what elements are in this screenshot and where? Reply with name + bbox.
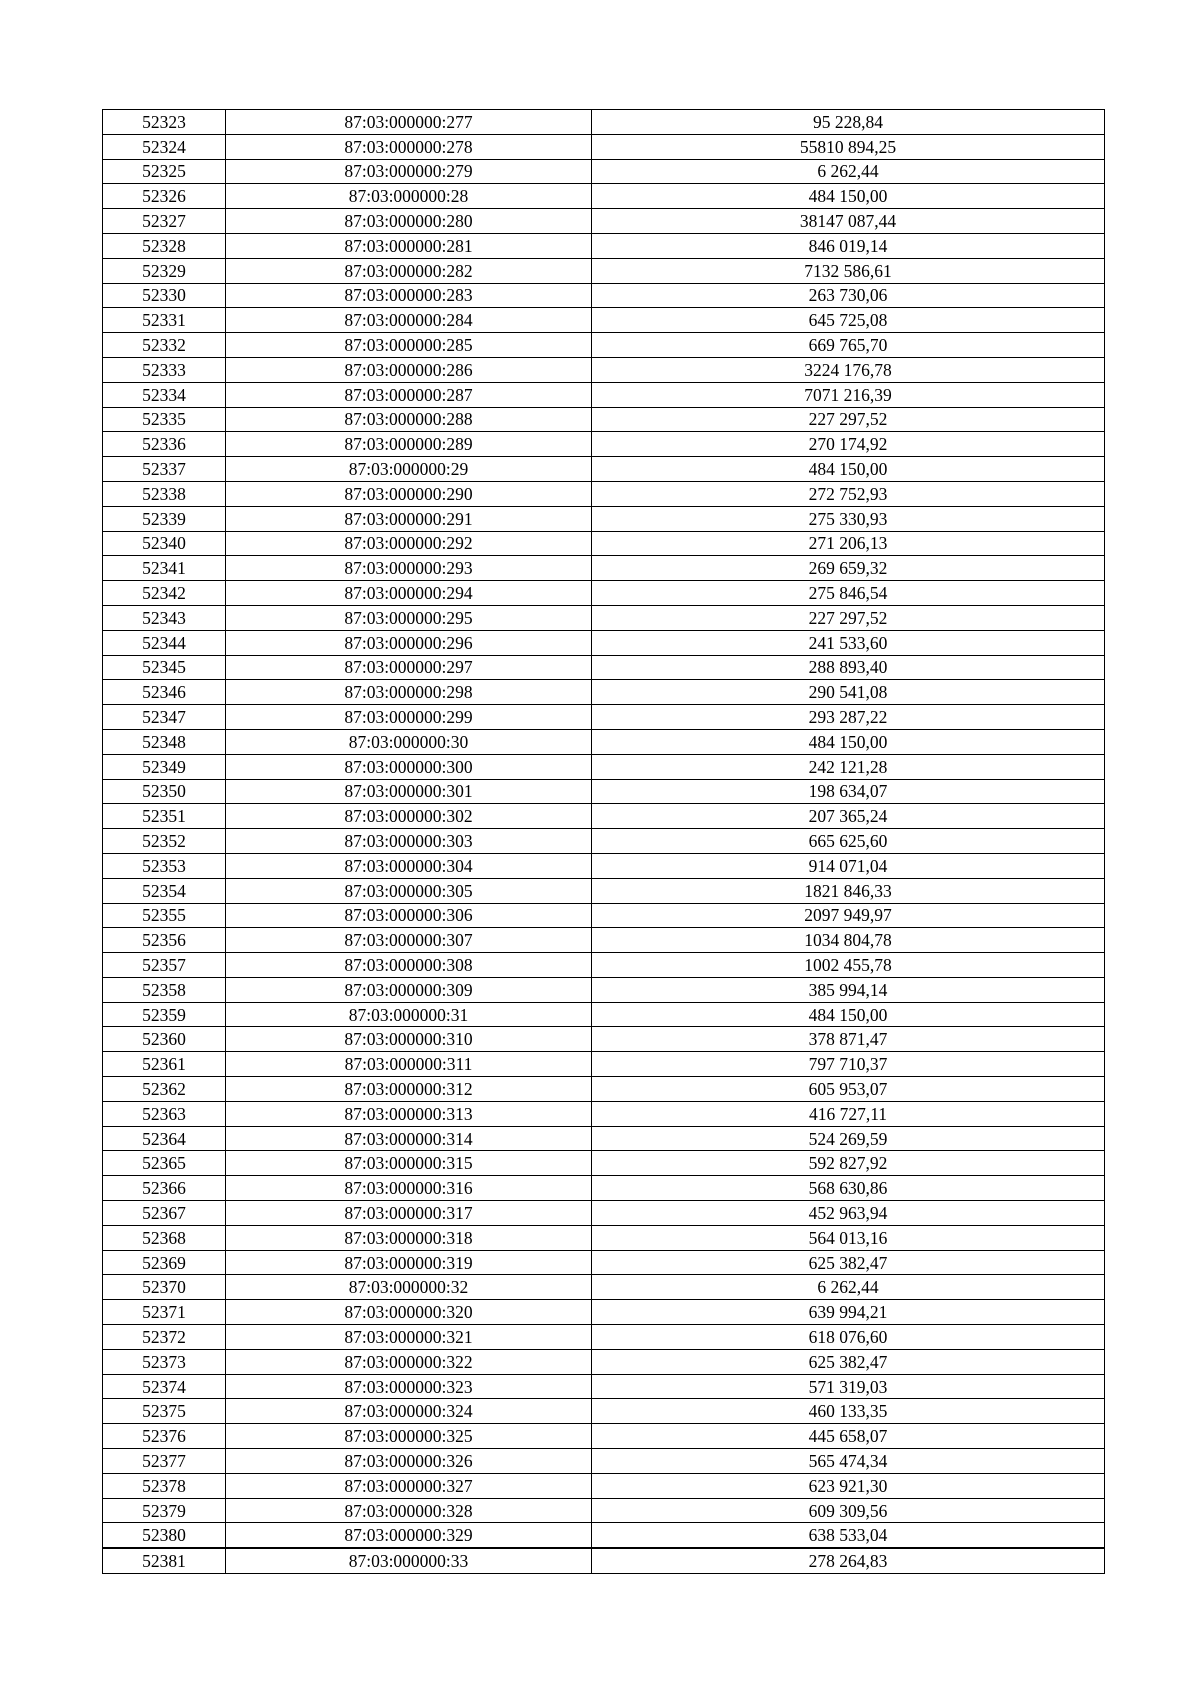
cadastral-value-cell: 7132 586,61 [592,258,1105,283]
table-row [103,1225,1105,1250]
row-number-cell: 52358 [103,977,226,1002]
table-row [103,853,1105,878]
row-number-cell: 52334 [103,382,226,407]
cadastral-value-cell: 3224 176,78 [592,357,1105,382]
row-number-cell: 52375 [103,1399,226,1424]
row-number-cell: 52331 [103,308,226,333]
table-row [103,1300,1105,1325]
cadastral-value-cell: 638 533,04 [592,1523,1105,1548]
cadastral-number-cell: 87:03:000000:32 [226,1275,592,1300]
table-row [103,928,1105,953]
table-row [103,1275,1105,1300]
cadastral-value-cell: 797 710,37 [592,1052,1105,1077]
cadastral-value-cell: 378 871,47 [592,1027,1105,1052]
cadastral-number-cell: 87:03:000000:293 [226,556,592,581]
cadastral-number-cell: 87:03:000000:297 [226,655,592,680]
table-row [103,1473,1105,1498]
row-number-cell: 52381 [103,1548,226,1573]
cadastral-number-cell: 87:03:000000:326 [226,1449,592,1474]
table-row [103,953,1105,978]
cadastral-value-cell: 7071 216,39 [592,382,1105,407]
row-number-cell: 52327 [103,209,226,234]
cadastral-number-cell: 87:03:000000:29 [226,457,592,482]
row-number-cell: 52365 [103,1151,226,1176]
cadastral-number-cell: 87:03:000000:292 [226,531,592,556]
cadastral-value-cell: 55810 894,25 [592,134,1105,159]
cadastral-number-cell: 87:03:000000:310 [226,1027,592,1052]
table-body [103,110,1105,1574]
cadastral-number-cell: 87:03:000000:28 [226,184,592,209]
cadastral-number-cell: 87:03:000000:301 [226,779,592,804]
row-number-cell: 52333 [103,357,226,382]
cadastral-number-cell: 87:03:000000:305 [226,878,592,903]
cadastral-value-cell: 270 174,92 [592,432,1105,457]
row-number-cell: 52329 [103,258,226,283]
table-row [103,829,1105,854]
row-number-cell: 52376 [103,1424,226,1449]
cadastral-value-cell: 269 659,32 [592,556,1105,581]
table-row [103,258,1105,283]
cadastral-value-cell: 263 730,06 [592,283,1105,308]
table-row [103,1052,1105,1077]
cadastral-number-cell: 87:03:000000:299 [226,705,592,730]
cadastral-value-cell: 38147 087,44 [592,209,1105,234]
row-number-cell: 52367 [103,1201,226,1226]
cadastral-number-cell: 87:03:000000:30 [226,729,592,754]
table-row [103,1374,1105,1399]
cadastral-number-cell: 87:03:000000:319 [226,1250,592,1275]
row-number-cell: 52378 [103,1473,226,1498]
cadastral-number-cell: 87:03:000000:277 [226,110,592,135]
cadastral-number-cell: 87:03:000000:302 [226,804,592,829]
cadastral-value-cell: 665 625,60 [592,829,1105,854]
cadastral-value-cell: 275 846,54 [592,581,1105,606]
table-row [103,159,1105,184]
table-row [103,1349,1105,1374]
cadastral-number-cell: 87:03:000000:307 [226,928,592,953]
table-row [103,506,1105,531]
cadastral-number-cell: 87:03:000000:320 [226,1300,592,1325]
cadastral-number-cell: 87:03:000000:329 [226,1523,592,1548]
cadastral-value-cell: 227 297,52 [592,605,1105,630]
cadastral-number-cell: 87:03:000000:286 [226,357,592,382]
cadastral-value-cell: 6 262,44 [592,1275,1105,1300]
cadastral-number-cell: 87:03:000000:309 [226,977,592,1002]
cadastral-number-cell: 87:03:000000:325 [226,1424,592,1449]
cadastral-value-cell: 565 474,34 [592,1449,1105,1474]
row-number-cell: 52366 [103,1176,226,1201]
row-number-cell: 52360 [103,1027,226,1052]
row-number-cell: 52350 [103,779,226,804]
row-number-cell: 52328 [103,233,226,258]
cadastral-value-cell: 609 309,56 [592,1498,1105,1523]
table-row [103,556,1105,581]
row-number-cell: 52335 [103,407,226,432]
cadastral-number-cell: 87:03:000000:324 [226,1399,592,1424]
row-number-cell: 52380 [103,1523,226,1548]
cadastral-number-cell: 87:03:000000:294 [226,581,592,606]
cadastral-value-cell: 639 994,21 [592,1300,1105,1325]
row-number-cell: 52361 [103,1052,226,1077]
table-row [103,581,1105,606]
cadastral-value-cell: 207 365,24 [592,804,1105,829]
table-row [103,1325,1105,1350]
table-row [103,1498,1105,1523]
cadastral-value-cell: 385 994,14 [592,977,1105,1002]
table-row [103,804,1105,829]
cadastral-number-cell: 87:03:000000:317 [226,1201,592,1226]
cadastral-number-cell: 87:03:000000:281 [226,233,592,258]
row-number-cell: 52372 [103,1325,226,1350]
table-row [103,184,1105,209]
table-row [103,1002,1105,1027]
row-number-cell: 52337 [103,457,226,482]
table-row [103,1101,1105,1126]
cadastral-number-cell: 87:03:000000:322 [226,1349,592,1374]
row-number-cell: 52364 [103,1126,226,1151]
cadastral-number-cell: 87:03:000000:282 [226,258,592,283]
cadastral-number-cell: 87:03:000000:316 [226,1176,592,1201]
cadastral-value-cell: 460 133,35 [592,1399,1105,1424]
cadastral-value-cell: 1821 846,33 [592,878,1105,903]
cadastral-value-cell: 623 921,30 [592,1473,1105,1498]
cadastral-value-cell: 914 071,04 [592,853,1105,878]
cadastral-number-cell: 87:03:000000:300 [226,754,592,779]
cadastral-value-cell: 625 382,47 [592,1349,1105,1374]
cadastral-value-cell: 278 264,83 [592,1548,1105,1573]
row-number-cell: 52379 [103,1498,226,1523]
row-number-cell: 52324 [103,134,226,159]
table-row [103,457,1105,482]
row-number-cell: 52352 [103,829,226,854]
table-row [103,531,1105,556]
table-row [103,233,1105,258]
cadastral-value-cell: 1002 455,78 [592,953,1105,978]
cadastral-number-cell: 87:03:000000:296 [226,630,592,655]
row-number-cell: 52373 [103,1349,226,1374]
table-row [103,283,1105,308]
row-number-cell: 52354 [103,878,226,903]
cadastral-value-cell: 271 206,13 [592,531,1105,556]
table-row [103,705,1105,730]
cadastral-value-cell: 524 269,59 [592,1126,1105,1151]
table-row [103,407,1105,432]
cadastral-value-cell: 484 150,00 [592,457,1105,482]
cadastral-number-cell: 87:03:000000:304 [226,853,592,878]
row-number-cell: 52325 [103,159,226,184]
cadastral-value-cell: 275 330,93 [592,506,1105,531]
cadastral-number-cell: 87:03:000000:327 [226,1473,592,1498]
cadastral-number-cell: 87:03:000000:285 [226,333,592,358]
cadastral-number-cell: 87:03:000000:289 [226,432,592,457]
row-number-cell: 52362 [103,1077,226,1102]
row-number-cell: 52323 [103,110,226,135]
cadastral-number-cell: 87:03:000000:283 [226,283,592,308]
cadastral-value-cell: 645 725,08 [592,308,1105,333]
cadastral-number-cell: 87:03:000000:328 [226,1498,592,1523]
cadastral-number-cell: 87:03:000000:321 [226,1325,592,1350]
row-number-cell: 52370 [103,1275,226,1300]
cadastral-value-cell: 452 963,94 [592,1201,1105,1226]
row-number-cell: 52345 [103,655,226,680]
cadastral-value-cell: 95 228,84 [592,110,1105,135]
cadastral-number-cell: 87:03:000000:279 [226,159,592,184]
document-page [102,109,1104,1574]
cadastral-value-cell: 293 287,22 [592,705,1105,730]
cadastral-value-cell: 625 382,47 [592,1250,1105,1275]
row-number-cell: 52342 [103,581,226,606]
cadastral-value-cell: 571 319,03 [592,1374,1105,1399]
table-row [103,680,1105,705]
table-row [103,754,1105,779]
row-number-cell: 52339 [103,506,226,531]
row-number-cell: 52377 [103,1449,226,1474]
table-row [103,308,1105,333]
cadastral-number-cell: 87:03:000000:288 [226,407,592,432]
cadastral-number-cell: 87:03:000000:323 [226,1374,592,1399]
cadastral-value-cell: 272 752,93 [592,481,1105,506]
cadastral-number-cell: 87:03:000000:318 [226,1225,592,1250]
cadastral-value-table [102,109,1105,1574]
cadastral-value-cell: 484 150,00 [592,1002,1105,1027]
row-number-cell: 52371 [103,1300,226,1325]
cadastral-value-cell: 605 953,07 [592,1077,1105,1102]
cadastral-number-cell: 87:03:000000:33 [226,1548,592,1573]
cadastral-number-cell: 87:03:000000:295 [226,605,592,630]
cadastral-number-cell: 87:03:000000:31 [226,1002,592,1027]
table-row [103,1250,1105,1275]
cadastral-number-cell: 87:03:000000:313 [226,1101,592,1126]
cadastral-number-cell: 87:03:000000:287 [226,382,592,407]
cadastral-value-cell: 241 533,60 [592,630,1105,655]
table-row [103,1151,1105,1176]
table-row [103,605,1105,630]
table-row [103,134,1105,159]
table-row [103,977,1105,1002]
table-row [103,1399,1105,1424]
cadastral-number-cell: 87:03:000000:303 [226,829,592,854]
cadastral-value-cell: 568 630,86 [592,1176,1105,1201]
cadastral-number-cell: 87:03:000000:306 [226,903,592,928]
table-row [103,481,1105,506]
table-row [103,333,1105,358]
table-row [103,1449,1105,1474]
cadastral-value-cell: 416 727,11 [592,1101,1105,1126]
row-number-cell: 52353 [103,853,226,878]
cadastral-number-cell: 87:03:000000:280 [226,209,592,234]
row-number-cell: 52344 [103,630,226,655]
row-number-cell: 52341 [103,556,226,581]
table-row [103,357,1105,382]
row-number-cell: 52343 [103,605,226,630]
cadastral-number-cell: 87:03:000000:312 [226,1077,592,1102]
row-number-cell: 52351 [103,804,226,829]
row-number-cell: 52374 [103,1374,226,1399]
cadastral-value-cell: 445 658,07 [592,1424,1105,1449]
cadastral-number-cell: 87:03:000000:311 [226,1052,592,1077]
table-row [103,630,1105,655]
cadastral-number-cell: 87:03:000000:278 [226,134,592,159]
cadastral-value-cell: 592 827,92 [592,1151,1105,1176]
cadastral-value-cell: 2097 949,97 [592,903,1105,928]
row-number-cell: 52340 [103,531,226,556]
table-row [103,878,1105,903]
table-row [103,1176,1105,1201]
cadastral-number-cell: 87:03:000000:315 [226,1151,592,1176]
table-row [103,432,1105,457]
table-row [103,1548,1105,1573]
row-number-cell: 52338 [103,481,226,506]
cadastral-value-cell: 846 019,14 [592,233,1105,258]
cadastral-value-cell: 618 076,60 [592,1325,1105,1350]
table-row [103,729,1105,754]
row-number-cell: 52349 [103,754,226,779]
table-row [103,655,1105,680]
row-number-cell: 52359 [103,1002,226,1027]
row-number-cell: 52356 [103,928,226,953]
row-number-cell: 52347 [103,705,226,730]
table-row [103,209,1105,234]
cadastral-value-cell: 288 893,40 [592,655,1105,680]
cadastral-value-cell: 484 150,00 [592,729,1105,754]
cadastral-number-cell: 87:03:000000:314 [226,1126,592,1151]
row-number-cell: 52363 [103,1101,226,1126]
cadastral-value-cell: 198 634,07 [592,779,1105,804]
cadastral-number-cell: 87:03:000000:284 [226,308,592,333]
row-number-cell: 52326 [103,184,226,209]
table-row [103,382,1105,407]
cadastral-value-cell: 669 765,70 [592,333,1105,358]
cadastral-value-cell: 6 262,44 [592,159,1105,184]
row-number-cell: 52330 [103,283,226,308]
cadastral-number-cell: 87:03:000000:291 [226,506,592,531]
cadastral-number-cell: 87:03:000000:298 [226,680,592,705]
row-number-cell: 52369 [103,1250,226,1275]
row-number-cell: 52368 [103,1225,226,1250]
cadastral-value-cell: 1034 804,78 [592,928,1105,953]
row-number-cell: 52357 [103,953,226,978]
cadastral-value-cell: 227 297,52 [592,407,1105,432]
table-row [103,1027,1105,1052]
table-row [103,779,1105,804]
table-row [103,1126,1105,1151]
cadastral-value-cell: 242 121,28 [592,754,1105,779]
table-row [103,903,1105,928]
table-row [103,1424,1105,1449]
row-number-cell: 52348 [103,729,226,754]
row-number-cell: 52336 [103,432,226,457]
table-row [103,1077,1105,1102]
table-row [103,1201,1105,1226]
row-number-cell: 52346 [103,680,226,705]
row-number-cell: 52355 [103,903,226,928]
table-row [103,110,1105,135]
cadastral-value-cell: 290 541,08 [592,680,1105,705]
cadastral-value-cell: 564 013,16 [592,1225,1105,1250]
cadastral-number-cell: 87:03:000000:290 [226,481,592,506]
cadastral-number-cell: 87:03:000000:308 [226,953,592,978]
row-number-cell: 52332 [103,333,226,358]
table-row [103,1523,1105,1548]
cadastral-value-cell: 484 150,00 [592,184,1105,209]
